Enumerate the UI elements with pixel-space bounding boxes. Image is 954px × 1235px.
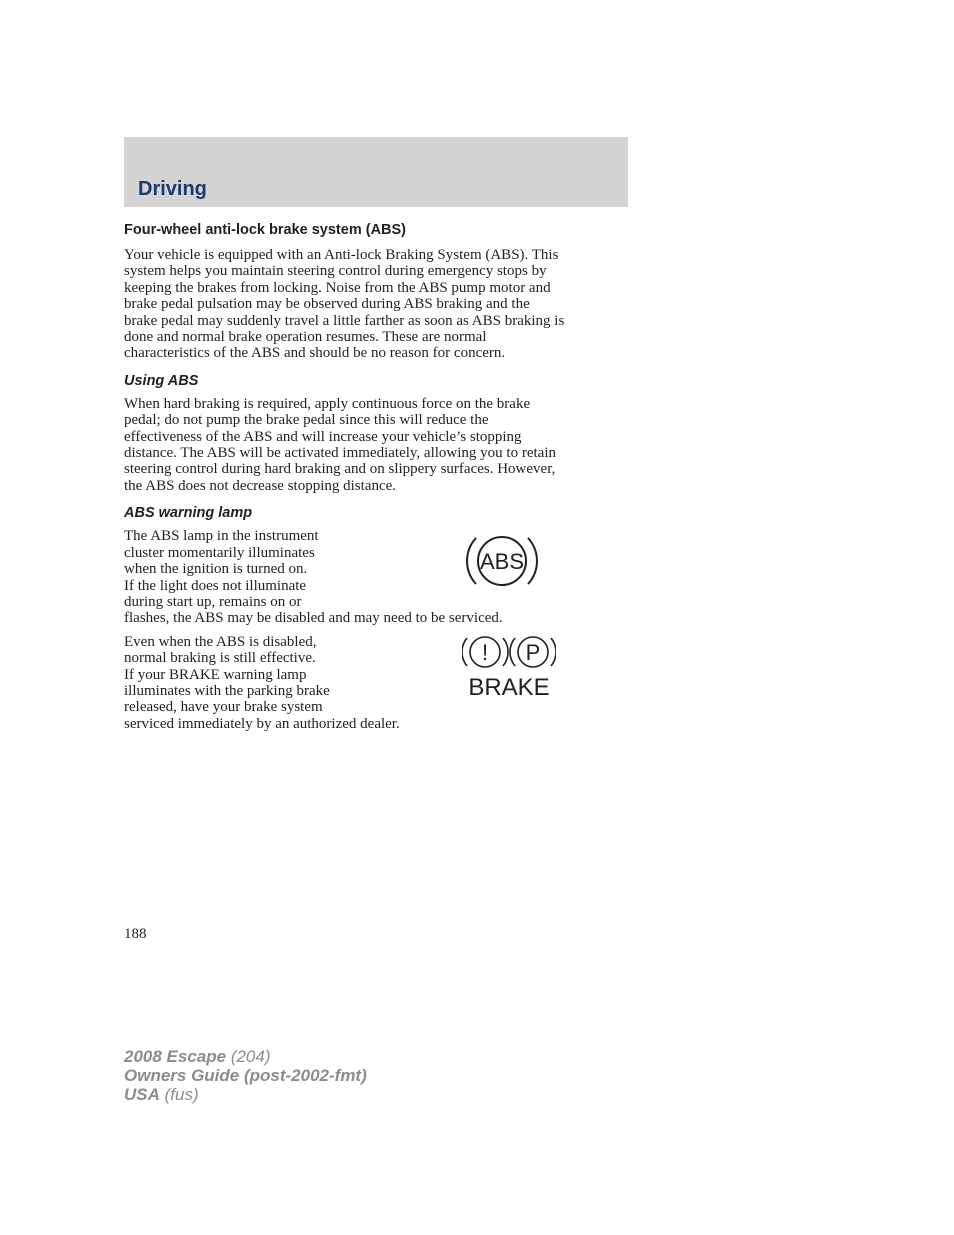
section-title: Driving	[138, 178, 207, 200]
footer-model: 2008 Escape	[124, 1047, 227, 1066]
brake-icon-label: BRAKE	[468, 673, 550, 700]
footer-line-2	[124, 1066, 367, 1085]
footer-guide: Owners Guide (post-2002-fmt)	[124, 1066, 367, 1085]
using-abs-paragraph: When hard braking is required, apply continuous force on the brake pedal; do not pump the brake pedal since this will reduce the effectiveness of the ABS and will increase your vehicle’s stopping distance. The ABS will be activated immediately, allowing you to retain steering control during hard braking and on slippery surfaces. However, the ABS does not decrease stopping distance.	[124, 395, 556, 494]
footer-line-1	[124, 1047, 367, 1066]
footer-market: USA	[124, 1085, 160, 1104]
brake-lamp-block	[124, 634, 629, 732]
abs-lamp-paragraph: The ABS lamp in the instrument cluster momentarily illuminates when the ignition is turned on. If the light does not illuminate during start up, remains on or flashes, the ABS may be disabled and may need to be serviced.	[124, 528, 503, 627]
abs-warning-lamp-heading: ABS warning lamp	[124, 505, 253, 522]
page-number: 188	[124, 926, 147, 942]
abs-lamp-block	[124, 528, 629, 626]
abs-heading: Four-wheel anti-lock brake system (ABS)	[124, 222, 407, 238]
main-content	[124, 221, 629, 739]
parking-p-icon: P	[525, 639, 541, 665]
abs-icon-label: ABS	[479, 549, 525, 575]
abs-intro-paragraph: Your vehicle is equipped with an Anti-lock Braking System (ABS). This system helps you maintain steering control during emergency stops by keeping the brakes from locking. Noise from the ABS pump motor and brake pedal pulsation may be observed during ABS braking and the brake pedal may suddenly travel a little farther as soon as ABS braking is done and normal brake operation resumes. These are normal characteristics of the ABS and should be no reason for concern.	[124, 247, 565, 362]
abs-warning-icon	[464, 530, 540, 592]
footer-line-3	[124, 1085, 367, 1104]
document-footer	[124, 1047, 367, 1104]
exclamation-icon: !	[481, 639, 489, 665]
brake-warning-icon	[462, 634, 556, 700]
section-header-band	[124, 137, 628, 207]
footer-model-code: (204)	[226, 1047, 271, 1066]
brake-lamp-paragraph: Even when the ABS is disabled, normal braking is still effective. If your BRAKE warning lamp illuminates with the parking brake released, have your brake system serviced immediately by an authorized dealer.	[124, 633, 400, 732]
footer-market-code: (fus)	[159, 1085, 199, 1104]
using-abs-heading: Using ABS	[124, 372, 199, 389]
